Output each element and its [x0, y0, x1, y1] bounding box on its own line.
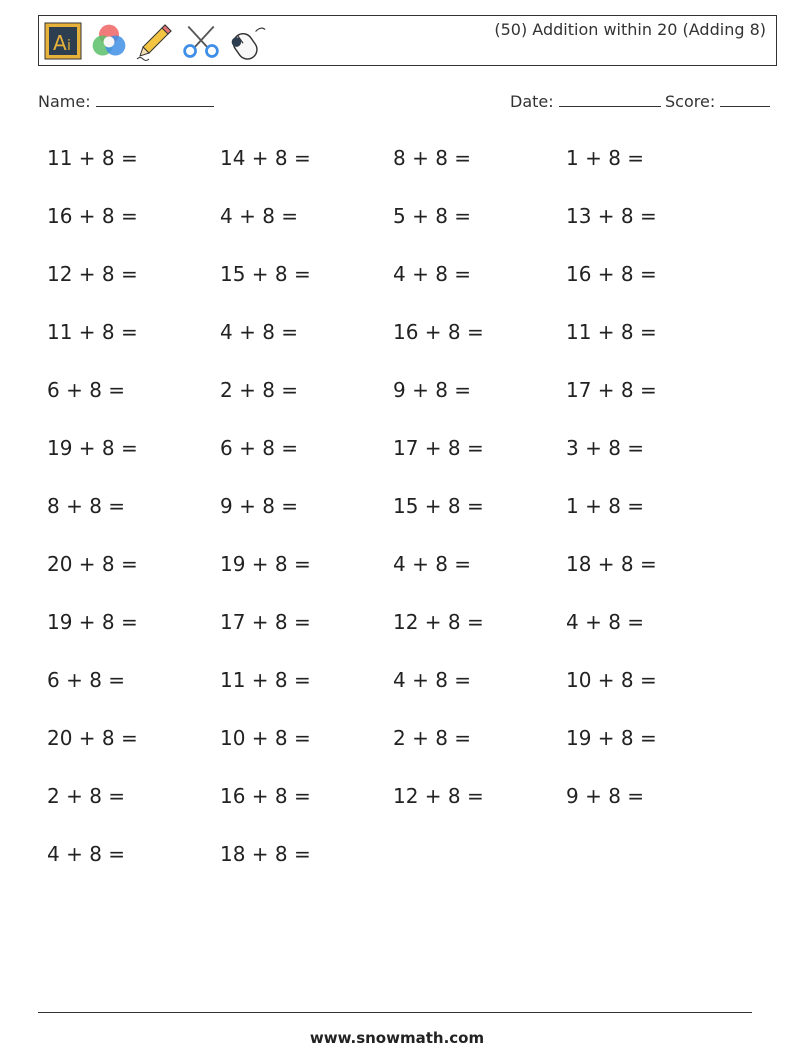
math-problem: 8 + 8 = — [47, 494, 126, 518]
math-problem: 16 + 8 = — [393, 320, 484, 344]
math-problem: 19 + 8 = — [47, 610, 138, 634]
math-problem: 3 + 8 = — [566, 436, 645, 460]
header-icons — [43, 20, 267, 62]
math-problem: 11 + 8 = — [220, 668, 311, 692]
name-label: Name: — [38, 92, 91, 111]
color-palette-icon — [89, 21, 129, 61]
math-problem: 9 + 8 = — [393, 378, 472, 402]
scissors-icon — [181, 21, 221, 61]
math-problem: 10 + 8 = — [566, 668, 657, 692]
math-problem: 4 + 8 = — [393, 552, 472, 576]
score-label: Score: — [665, 92, 716, 111]
math-problem: 8 + 8 = — [393, 146, 472, 170]
math-problem: 5 + 8 = — [393, 204, 472, 228]
math-problem: 4 + 8 = — [47, 842, 126, 866]
pencil-icon — [135, 21, 175, 61]
math-problem: 14 + 8 = — [220, 146, 311, 170]
date-field[interactable] — [510, 92, 661, 111]
math-problem: 20 + 8 = — [47, 726, 138, 750]
text-tool-icon — [43, 21, 83, 61]
math-problem: 12 + 8 = — [393, 784, 484, 808]
worksheet-header — [38, 15, 777, 66]
math-problem: 16 + 8 = — [47, 204, 138, 228]
math-problem: 6 + 8 = — [47, 668, 126, 692]
math-problem: 15 + 8 = — [393, 494, 484, 518]
math-problem: 18 + 8 = — [566, 552, 657, 576]
worksheet-title: (50) Addition within 20 (Adding 8) — [494, 20, 766, 39]
date-label: Date: — [510, 92, 554, 111]
math-problem: 19 + 8 = — [566, 726, 657, 750]
footer-website: www.snowmath.com — [309, 1029, 485, 1047]
math-problem: 15 + 8 = — [220, 262, 311, 286]
math-problem: 2 + 8 = — [220, 378, 299, 402]
date-blank[interactable] — [559, 92, 661, 107]
name-field[interactable] — [38, 92, 214, 111]
math-problem: 20 + 8 = — [47, 552, 138, 576]
math-problem: 2 + 8 = — [47, 784, 126, 808]
math-problem: 1 + 8 = — [566, 494, 645, 518]
name-blank[interactable] — [96, 92, 214, 107]
math-problem: 4 + 8 = — [220, 204, 299, 228]
math-problem: 4 + 8 = — [220, 320, 299, 344]
math-problem: 4 + 8 = — [566, 610, 645, 634]
math-problem: 11 + 8 = — [47, 320, 138, 344]
math-problem: 11 + 8 = — [47, 146, 138, 170]
math-problem: 9 + 8 = — [220, 494, 299, 518]
math-problem: 11 + 8 = — [566, 320, 657, 344]
math-problem: 2 + 8 = — [393, 726, 472, 750]
score-blank[interactable] — [720, 92, 770, 107]
svg-text:i: i — [67, 38, 71, 54]
mouse-icon — [227, 21, 267, 61]
math-problem: 17 + 8 = — [393, 436, 484, 460]
math-problem: 17 + 8 = — [566, 378, 657, 402]
math-problem: 6 + 8 = — [47, 378, 126, 402]
math-problem: 16 + 8 = — [220, 784, 311, 808]
math-problem: 10 + 8 = — [220, 726, 311, 750]
math-problem: 4 + 8 = — [393, 668, 472, 692]
score-field[interactable] — [665, 92, 770, 111]
math-problem: 1 + 8 = — [566, 146, 645, 170]
math-problem: 16 + 8 = — [566, 262, 657, 286]
math-problem: 12 + 8 = — [393, 610, 484, 634]
math-problem: 4 + 8 = — [393, 262, 472, 286]
math-problem: 18 + 8 = — [220, 842, 311, 866]
math-problem: 6 + 8 = — [220, 436, 299, 460]
math-problem: 19 + 8 = — [220, 552, 311, 576]
math-problem: 9 + 8 = — [566, 784, 645, 808]
footer-divider — [38, 1012, 752, 1013]
math-problem: 19 + 8 = — [47, 436, 138, 460]
math-problem: 17 + 8 = — [220, 610, 311, 634]
math-problem: 12 + 8 = — [47, 262, 138, 286]
svg-text:A: A — [53, 31, 67, 55]
math-problem: 13 + 8 = — [566, 204, 657, 228]
